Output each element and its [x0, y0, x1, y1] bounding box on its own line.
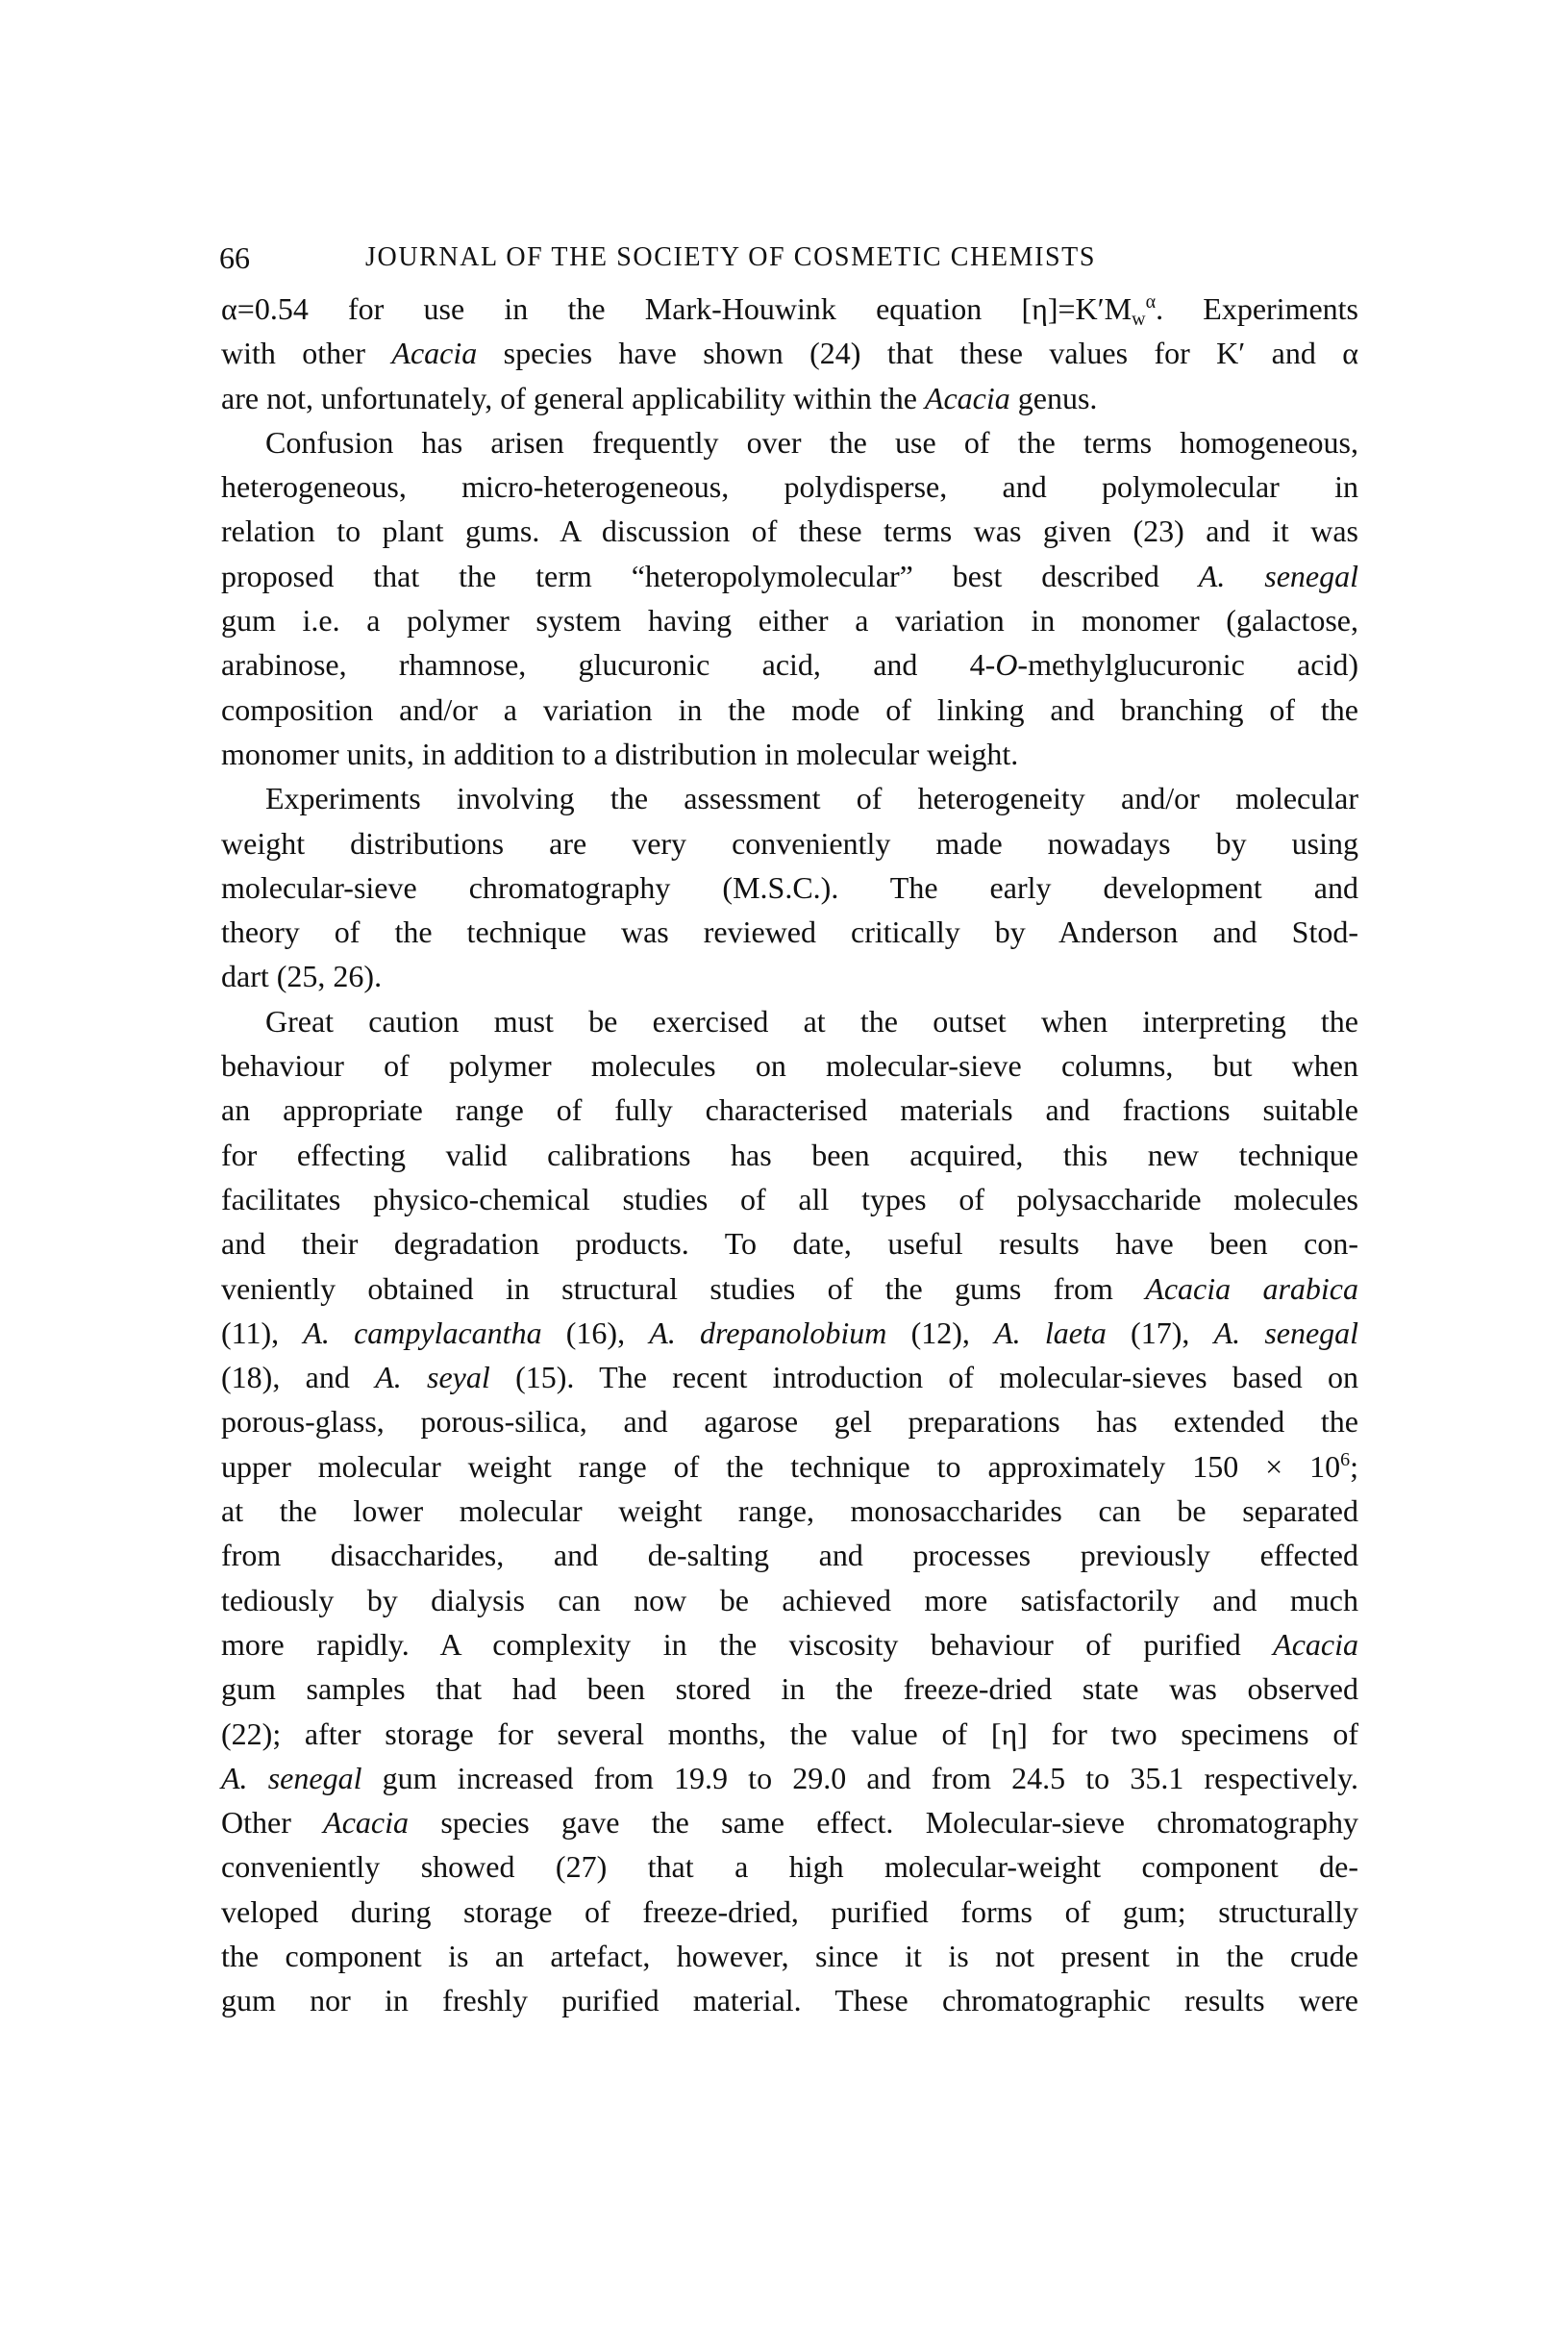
italic-text: A. seyal: [375, 1360, 490, 1395]
text-run: α=0.54 for use in the Mark-Houwink equation [η]=K′M: [221, 291, 1132, 326]
text-line: [221, 1890, 1358, 1934]
text-run: more rapidly. A complexity in the viscosity behaviour of purified: [221, 1626, 1274, 1662]
text-line: [221, 1712, 1358, 1756]
text-run: species gave the same effect. Molecular-sieve chromatography: [409, 1805, 1359, 1841]
text-line: [221, 642, 1358, 687]
text-run: ;: [1350, 1448, 1358, 1484]
text-run: gum nor in freshly purified material. These chromatographic results were: [221, 1983, 1358, 2018]
text-run: (11),: [221, 1315, 304, 1350]
text-run: tediously by dialysis can now be achieved more satisfactorily and much: [221, 1582, 1358, 1617]
text-run: dart (25, 26).: [221, 959, 383, 994]
text-line: [221, 776, 1358, 820]
italic-text: Acacia: [924, 380, 1010, 415]
text-run: -methylglucuronic acid): [1017, 647, 1359, 683]
italic-text: Acacia: [391, 336, 478, 371]
text-run: are not, unfortunately, of general applicability within the: [221, 380, 925, 415]
text-run: species have shown (24) that these values for K′ and α: [477, 336, 1359, 371]
text-line: [221, 910, 1358, 954]
text-run: gum samples that had been stored in the freeze-dried state was observed: [221, 1671, 1358, 1707]
italic-text: A. drepanolobium: [649, 1315, 887, 1350]
italic-text: Acacia: [1273, 1626, 1358, 1662]
text-line: [221, 1844, 1358, 1889]
text-line: [221, 1666, 1358, 1711]
text-line: [221, 1399, 1358, 1443]
text-line: [221, 554, 1358, 598]
text-line: [221, 1489, 1358, 1533]
paragraph: [221, 287, 1358, 420]
text-run: at the lower molecular weight range, monosaccharides can be separated: [221, 1493, 1358, 1529]
text-run: conveniently showed (27) that a high molecular-weight component de-: [221, 1849, 1358, 1885]
text-line: [221, 1355, 1358, 1399]
text-line: [221, 1266, 1358, 1311]
text-line: [221, 1177, 1358, 1221]
text-line: [221, 1800, 1358, 1844]
text-run: Other: [221, 1805, 324, 1841]
text-run: for effecting valid calibrations has been acquired, this new technique: [221, 1137, 1358, 1172]
body-text: [221, 287, 1358, 2023]
text-line: [221, 376, 1358, 420]
text-run: with other: [221, 336, 392, 371]
text-line: [221, 1133, 1358, 1177]
italic-text: Acacia arabica: [1145, 1270, 1359, 1306]
subscript-text: w: [1132, 309, 1146, 330]
supscript-text: 6: [1340, 1448, 1351, 1470]
italic-text: A. senegal: [1213, 1315, 1359, 1350]
text-line: [221, 1088, 1358, 1132]
text-line: [221, 598, 1358, 642]
text-line: [221, 1622, 1358, 1666]
text-run: gum increased from 19.9 to 29.0 and from 24.5 to 35.1 respectively.: [361, 1760, 1359, 1795]
text-line: [221, 1934, 1358, 1978]
text-run: molecular-sieve chromatography (M.S.C.). The early development and: [221, 869, 1358, 905]
text-run: heterogeneous, micro-heterogeneous, polydisperse, and polymolecular in: [221, 469, 1358, 505]
text-line: [221, 1533, 1358, 1577]
text-line: [221, 865, 1358, 910]
text-run: (17),: [1106, 1315, 1214, 1350]
paragraph: [221, 420, 1358, 776]
text-line: [221, 999, 1358, 1043]
text-run: (18), and: [221, 1360, 376, 1395]
text-line: [221, 1221, 1358, 1265]
text-run: gum i.e. a polymer system having either a variation in monomer (galactose,: [221, 603, 1358, 639]
text-run: (12),: [886, 1315, 995, 1350]
text-run: Great caution must be exercised at the outset when interpreting the: [265, 1003, 1358, 1039]
italic-text: A. senegal: [1198, 558, 1359, 593]
text-line: [221, 1578, 1358, 1622]
text-line: [221, 954, 1358, 998]
text-run: upper molecular weight range of the technique to approximately 150 × 10: [221, 1448, 1341, 1484]
text-line: [221, 464, 1358, 509]
supscript-text: α: [1145, 291, 1157, 313]
text-run: porous-glass, porous-silica, and agarose gel preparations has extended the: [221, 1404, 1358, 1440]
text-run: facilitates physico-chemical studies of all types of polysaccharide molecules: [221, 1181, 1358, 1216]
page-number: 66: [219, 240, 250, 275]
text-line: [221, 420, 1358, 464]
text-line: [221, 1043, 1358, 1088]
text-run: composition and/or a variation in the mode of linking and branching of the: [221, 691, 1358, 727]
text-run: proposed that the term “heteropolymolecular” best described: [221, 558, 1199, 593]
text-run: relation to plant gums. A discussion of these terms was given (23) and it was: [221, 514, 1358, 549]
text-line: [221, 509, 1358, 553]
text-line: [221, 732, 1358, 776]
text-run: veniently obtained in structural studies of the gums from: [221, 1270, 1146, 1306]
text-run: Experiments involving the assessment of heterogeneity and/or molecular: [265, 781, 1358, 816]
italic-text: A. senegal: [221, 1760, 362, 1795]
text-run: arabinose, rhamnose, glucuronic acid, and 4-: [221, 647, 996, 683]
text-run: Confusion has arisen frequently over the use of the terms homogeneous,: [265, 424, 1358, 460]
text-line: [221, 1756, 1358, 1800]
text-run: veloped during storage of freeze-dried, purified forms of gum; structurally: [221, 1893, 1358, 1929]
text-run: weight distributions are very conveniently made nowadays by using: [221, 825, 1358, 861]
paragraph: [221, 999, 1358, 2023]
text-line: [221, 287, 1358, 331]
paragraph: [221, 776, 1358, 998]
text-run: from disaccharides, and de-salting and processes previously effected: [221, 1538, 1358, 1573]
text-run: behaviour of polymer molecules on molecular-sieve columns, but when: [221, 1048, 1358, 1084]
text-run: and their degradation products. To date, useful results have been con-: [221, 1226, 1358, 1262]
text-run: . Experiments: [1156, 291, 1359, 326]
text-run: the component is an artefact, however, since it is not present in the crude: [221, 1938, 1358, 1973]
italic-text: O: [995, 647, 1018, 683]
text-line: [221, 821, 1358, 865]
italic-text: A. laeta: [994, 1315, 1107, 1350]
text-line: [221, 1978, 1358, 2022]
text-line: [221, 688, 1358, 732]
text-line: [221, 331, 1358, 375]
text-run: (22); after storage for several months, the value of [η] for two specimens of: [221, 1716, 1358, 1751]
italic-text: Acacia: [323, 1805, 410, 1841]
text-run: theory of the technique was reviewed critically by Anderson and Stod-: [221, 914, 1358, 950]
text-run: (15). The recent introduction of molecular-sieves based on: [489, 1360, 1359, 1395]
running-header: JOURNAL OF THE SOCIETY OF COSMETIC CHEMISTS: [365, 242, 1097, 272]
text-line: [221, 1311, 1358, 1355]
text-run: an appropriate range of fully characterised materials and fractions suitable: [221, 1092, 1358, 1128]
text-run: genus.: [1009, 380, 1098, 415]
italic-text: A. campylacantha: [303, 1315, 542, 1350]
text-run: (16),: [541, 1315, 650, 1350]
text-run: monomer units, in addition to a distribution in molecular weight.: [221, 736, 1019, 771]
text-line: [221, 1444, 1358, 1489]
